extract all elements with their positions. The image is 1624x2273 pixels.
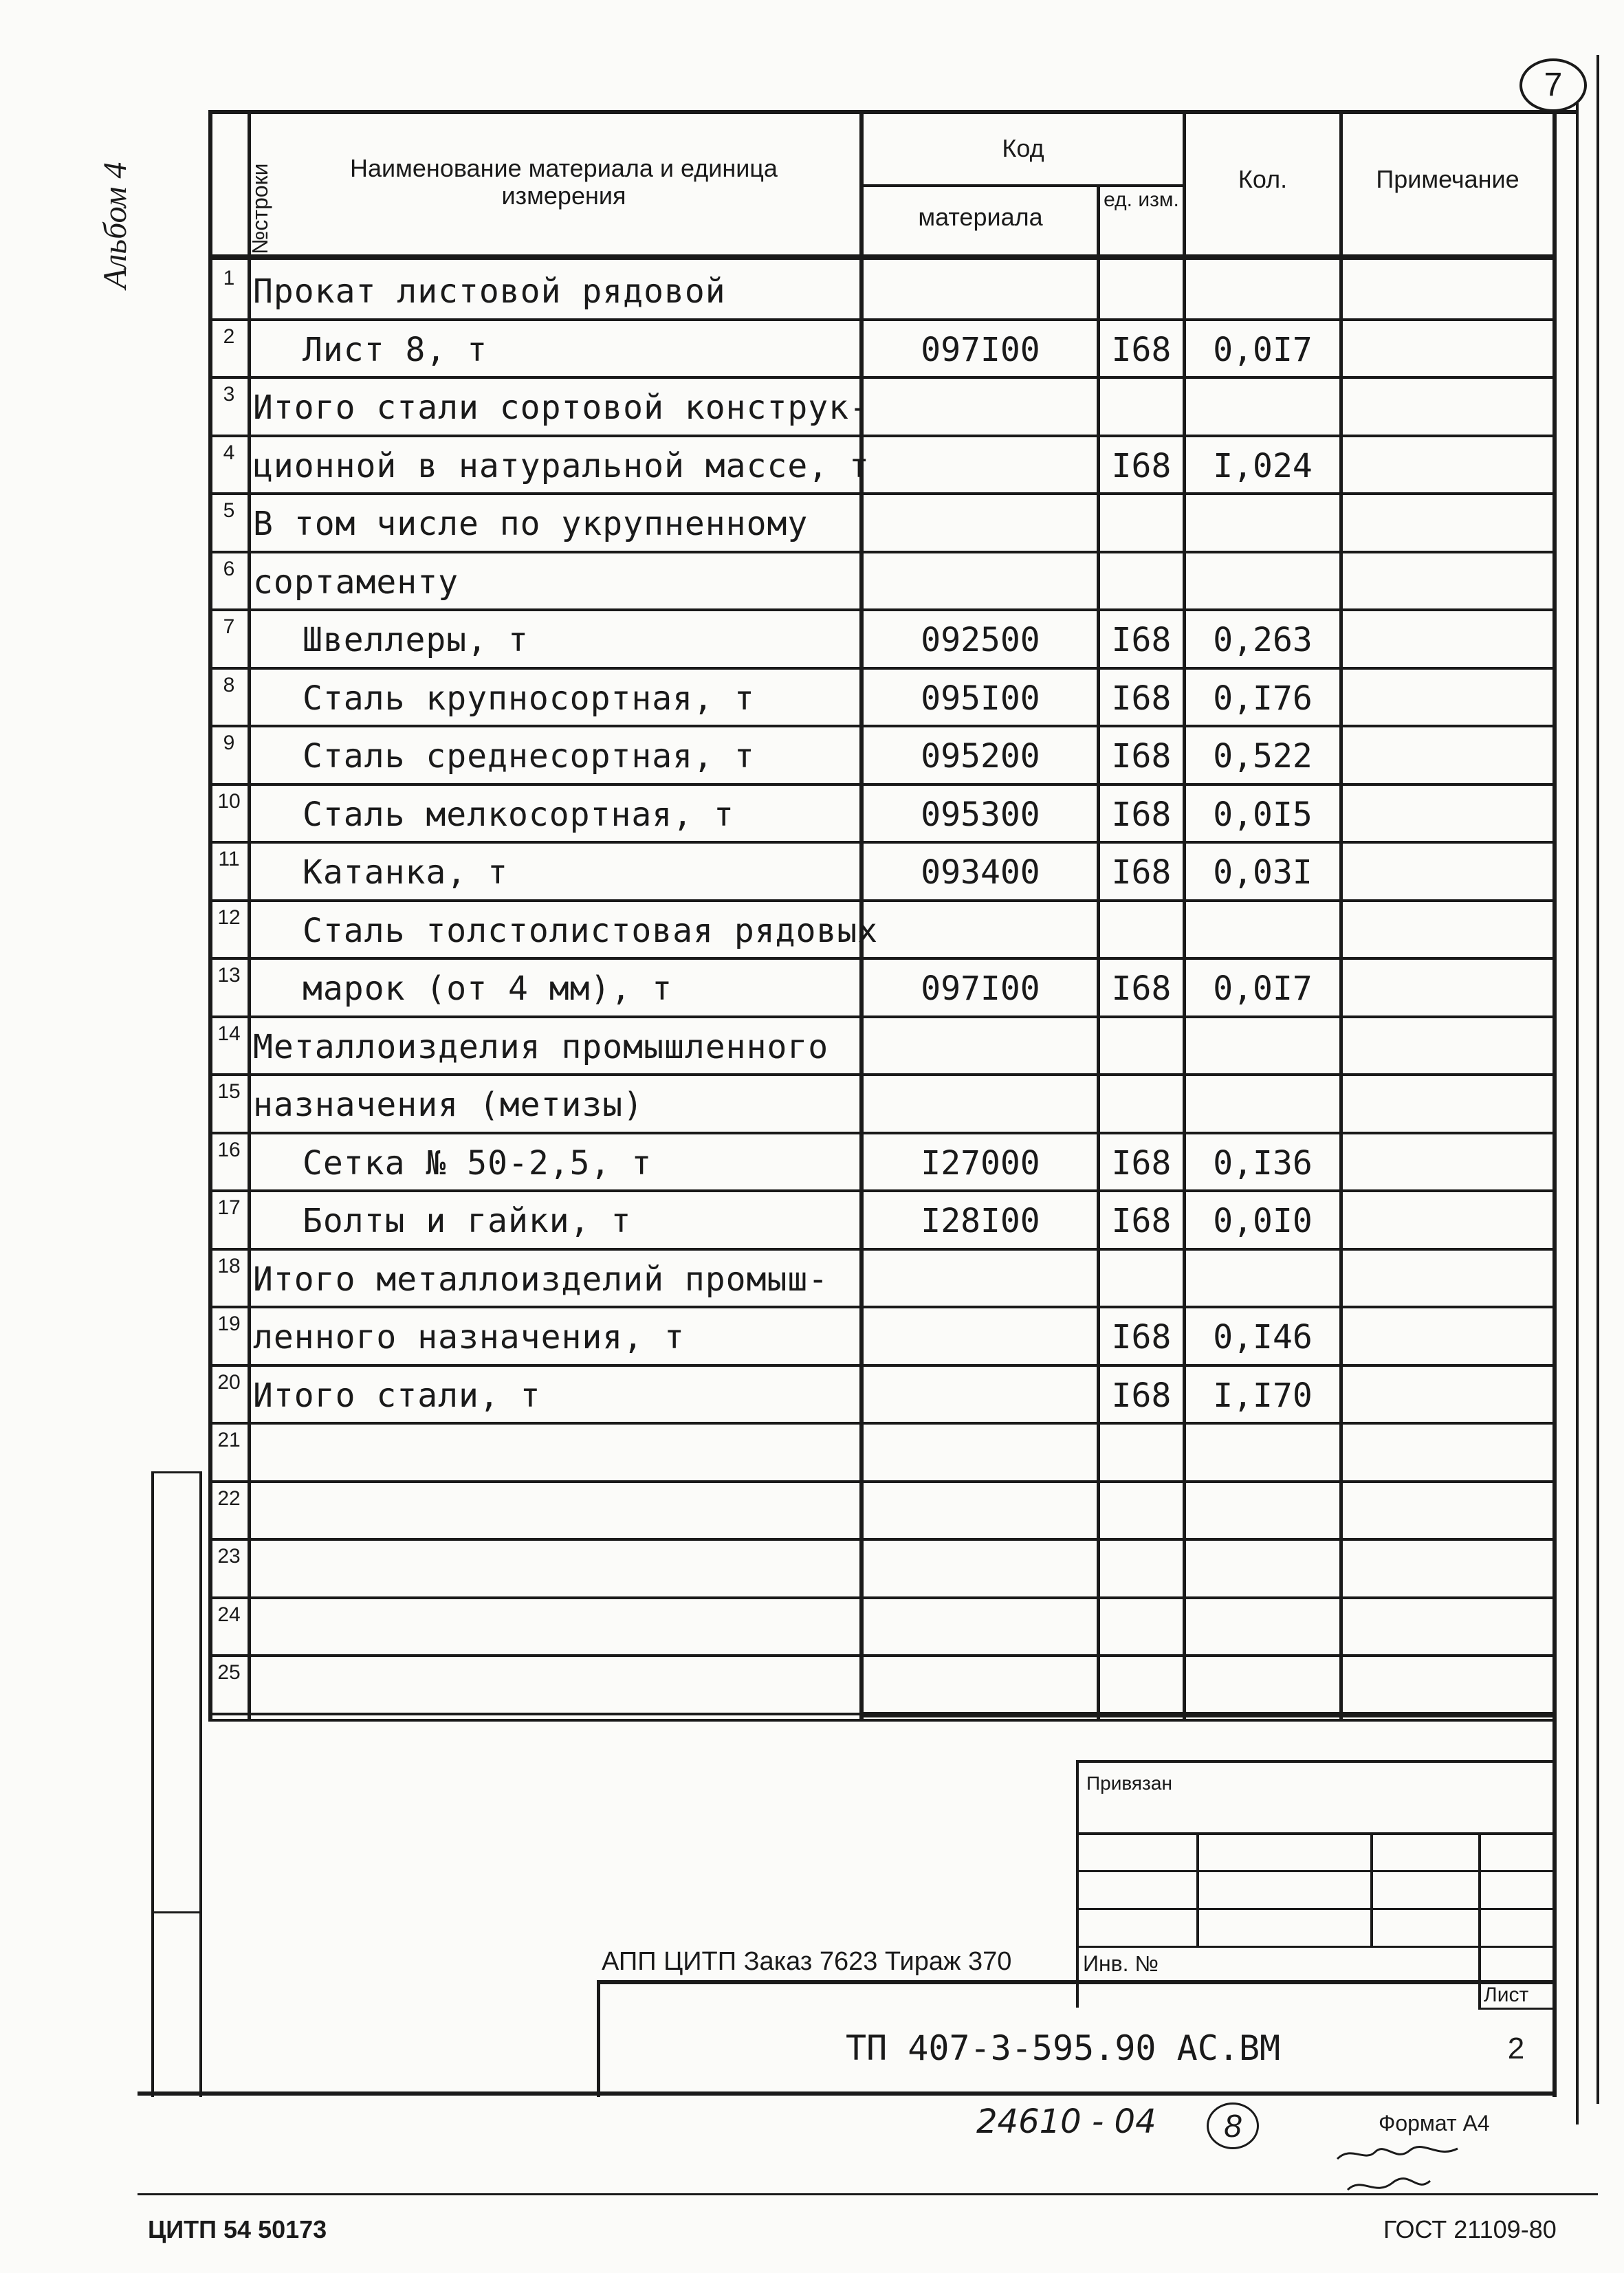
row-number: 9 (223, 732, 235, 754)
row-name: Металлоизделия промышленного (253, 1028, 829, 1066)
row-divider (208, 608, 1556, 611)
row-divider (208, 1248, 1556, 1251)
row-material-code: 095300 (921, 795, 1040, 834)
header-code-material: материала (918, 203, 1043, 231)
row-unit-code: I68 (1111, 679, 1172, 718)
row-divider (208, 492, 1556, 495)
row-unit-code: I68 (1111, 853, 1172, 892)
row-divider (208, 1189, 1556, 1192)
row-divider (208, 899, 1556, 902)
row-divider (208, 1538, 1556, 1541)
row-divider (208, 667, 1556, 670)
row-number: 18 (217, 1255, 241, 1277)
row-number: 5 (223, 499, 235, 522)
album-label: Альбом 4 (97, 162, 133, 289)
row-divider (208, 957, 1556, 960)
row-number: 25 (217, 1661, 241, 1684)
row-material-code: 093400 (921, 853, 1040, 892)
row-quantity: 0,I76 (1213, 679, 1313, 718)
row-quantity: 0,0I7 (1213, 969, 1313, 1008)
row-number: 21 (217, 1429, 241, 1451)
row-number: 3 (223, 383, 235, 406)
row-divider (208, 318, 1556, 321)
row-number: 1 (223, 267, 235, 289)
row-name: назначения (метизы) (253, 1086, 644, 1124)
row-number: 22 (217, 1487, 241, 1510)
row-name: ленного назначения, т (253, 1318, 685, 1357)
row-unit-code: I68 (1111, 1202, 1172, 1240)
row-number: 11 (218, 848, 240, 870)
row-name: Катанка, т (303, 853, 508, 892)
footer-right: ГОСТ 21109-80 (1383, 2215, 1557, 2243)
row-divider (208, 783, 1556, 786)
row-quantity: 0,I36 (1213, 1144, 1313, 1183)
row-number: 2 (223, 325, 235, 348)
row-divider (208, 376, 1556, 379)
row-unit-code: I68 (1111, 1376, 1172, 1415)
format-label: Формат А4 (1379, 2111, 1490, 2135)
row-unit-code: I68 (1111, 1144, 1172, 1183)
row-name: Швеллеры, т (303, 621, 529, 659)
document-code: ТП 407-3-595.90 АС.ВМ (846, 2028, 1281, 2068)
row-quantity: 0,0I0 (1213, 1202, 1313, 1240)
row-unit-code: I68 (1111, 1318, 1172, 1357)
header-code-unit: ед. изм. (1104, 188, 1179, 211)
row-divider (208, 1596, 1556, 1599)
row-quantity: I,024 (1213, 447, 1313, 485)
row-divider (208, 725, 1556, 727)
row-quantity: 0,0I5 (1213, 795, 1313, 834)
row-divider (208, 1480, 1556, 1483)
row-name: Итого стали, т (253, 1376, 541, 1415)
header-qty: Кол. (1238, 165, 1288, 193)
row-unit-code: I68 (1111, 737, 1172, 776)
row-name: Сетка № 50-2,5, т (303, 1144, 652, 1183)
row-number: 10 (217, 790, 241, 813)
stamp-bound-label: Привязан (1086, 1772, 1172, 1794)
row-unit-code: I68 (1111, 447, 1172, 485)
sheet-label: Лист (1484, 1984, 1529, 2006)
row-quantity: 0,03I (1213, 853, 1313, 892)
header-note: Примечание (1376, 165, 1519, 193)
row-material-code: 097I00 (921, 969, 1040, 1008)
row-name: Итого металлоизделий промыш- (253, 1260, 829, 1299)
row-number: 15 (217, 1080, 241, 1103)
row-divider (208, 1306, 1556, 1308)
row-divider (208, 1132, 1556, 1134)
row-unit-code: I68 (1111, 621, 1172, 659)
row-name: Сталь мелкосортная, т (303, 795, 734, 834)
printer-info: АПП ЦИТП Заказ 7623 Тираж 370 (602, 1947, 1012, 1976)
row-divider (208, 1015, 1556, 1018)
row-number: 17 (217, 1196, 241, 1219)
row-name: Сталь крупносортная, т (303, 679, 755, 718)
row-divider (208, 1073, 1556, 1076)
stamp-inv-label: Инв. № (1083, 1951, 1159, 1976)
row-unit-code: I68 (1111, 795, 1172, 834)
row-material-code: 092500 (921, 621, 1040, 659)
row-quantity: 0,522 (1213, 737, 1313, 776)
row-unit-code: I68 (1111, 969, 1172, 1008)
row-number: 6 (223, 558, 235, 580)
row-quantity: 0,0I7 (1213, 331, 1313, 369)
row-name: Сталь среднесортная, т (303, 737, 755, 776)
page-number: 7 (1519, 58, 1587, 112)
row-divider (208, 841, 1556, 844)
row-number: 12 (217, 906, 241, 929)
row-name: сортаменту (253, 563, 459, 602)
row-number: 8 (223, 674, 235, 696)
row-quantity: I,I70 (1213, 1376, 1313, 1415)
row-divider (208, 1422, 1556, 1425)
header-name: Наименование материала и единица измерения (350, 154, 778, 210)
row-number: 16 (217, 1139, 241, 1161)
row-number: 13 (217, 964, 241, 987)
signature (1327, 2131, 1492, 2207)
row-number: 24 (217, 1603, 241, 1626)
row-name: Итого стали сортовой конструк- (253, 388, 870, 427)
row-material-code: 095200 (921, 737, 1040, 776)
row-name: Прокат листовой рядовой (253, 272, 726, 311)
sheet-value: 2 (1507, 2032, 1525, 2065)
row-number: 23 (217, 1545, 241, 1568)
row-number: 4 (223, 441, 235, 464)
row-divider (208, 435, 1556, 437)
row-material-code: I28I00 (921, 1202, 1040, 1240)
row-name: Сталь толстолистовая рядовых (303, 912, 879, 950)
row-divider (208, 1654, 1556, 1657)
header-row-no: №строки (248, 163, 272, 254)
row-number: 20 (217, 1371, 241, 1394)
row-number: 19 (217, 1313, 241, 1335)
row-quantity: 0,263 (1213, 621, 1313, 659)
row-number: 7 (223, 615, 235, 638)
row-unit-code: I68 (1111, 331, 1172, 369)
row-name: Болты и гайки, т (303, 1202, 632, 1240)
header-code: Код (1002, 134, 1044, 162)
handwritten-code: 24610 - 04 (976, 2102, 1156, 2141)
row-material-code: I27000 (921, 1144, 1040, 1183)
row-divider (208, 1713, 1556, 1715)
handwritten-circle: 8 (1207, 2102, 1259, 2149)
row-material-code: 095I00 (921, 679, 1040, 718)
row-quantity: 0,I46 (1213, 1318, 1313, 1357)
row-divider (208, 1364, 1556, 1367)
footer-left: ЦИТП 54 50173 (148, 2215, 327, 2243)
row-divider (208, 551, 1556, 553)
row-name: В том числе по укрупненному (253, 505, 809, 543)
row-name: Лист 8, т (303, 331, 488, 369)
row-name: ционной в натуральной массе, т (253, 447, 870, 485)
row-number: 14 (217, 1022, 241, 1045)
row-material-code: 097I00 (921, 331, 1040, 369)
row-name: марок (от 4 мм), т (303, 969, 673, 1008)
